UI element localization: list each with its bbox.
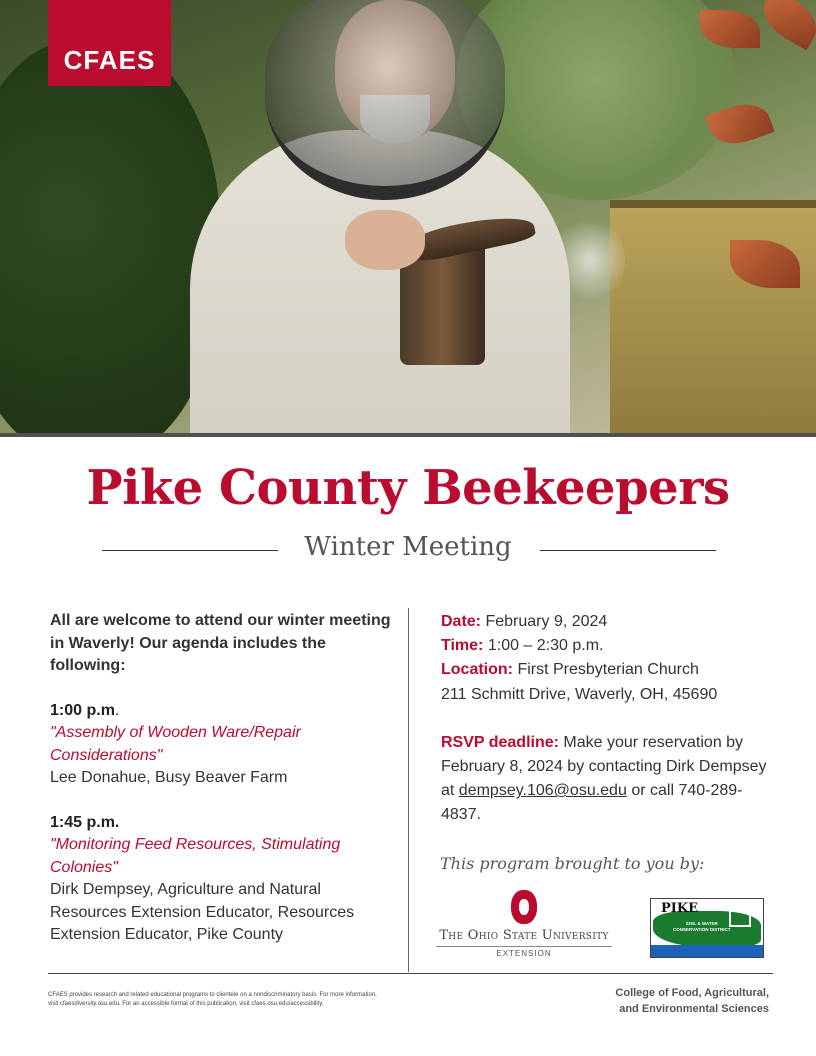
rsvp-email-link[interactable]: dempsey.106@osu.edu — [458, 782, 627, 800]
subtitle-row — [100, 532, 716, 568]
agenda-item — [50, 812, 395, 947]
water-band-icon — [651, 945, 764, 957]
cfaes-logo — [48, 0, 171, 86]
agenda-talk-title: "Assembly of Wooden Ware/Repair Considerations" — [50, 724, 301, 764]
location-label: Location: — [441, 661, 513, 679]
date-label: Date: — [441, 613, 482, 630]
intro-text: All are welcome to attend our winter meeting in Waverly! Our agenda includes the following: — [50, 612, 391, 674]
agenda-time-suffix: . — [114, 701, 120, 719]
foliage-left — [0, 40, 220, 433]
details-column — [441, 610, 781, 828]
footer-rule — [48, 973, 773, 974]
agenda-column — [50, 610, 395, 947]
agenda-talk-title: "Monitoring Feed Resources, Stimulating Colonies" — [50, 836, 341, 876]
location-line — [441, 658, 781, 682]
date-line — [441, 610, 781, 634]
column-divider — [408, 608, 409, 972]
time-value: 1:00 – 2:30 p.m. — [487, 637, 604, 655]
college-line-2: and Environmental Sciences — [619, 1003, 769, 1015]
agenda-time: 1:45 p.m. — [50, 813, 120, 831]
block-o-icon — [511, 890, 537, 924]
agenda-time-line — [50, 700, 395, 723]
osu-name: The Ohio State University — [439, 928, 609, 943]
disclaimer-line-1: CFAES provides research and related educational programs to clientele on a nondiscriminatory basis. For more information, — [48, 992, 377, 998]
time-label: Time: — [441, 637, 484, 655]
college-line-1: College of Food, Agricultural, — [615, 987, 769, 999]
rsvp-tail: or call 740-289-4837. — [441, 782, 743, 824]
pike-logo-subtitle — [673, 921, 731, 933]
pike-logo-sub-1: SOIL & WATER — [685, 921, 718, 926]
rsvp-text: Make your reservation by February 8, 2024 by contacting Dirk Dempsey at — [441, 733, 767, 800]
agenda-item — [50, 700, 395, 790]
beekeeper-hand — [345, 210, 425, 270]
disclaimer-line-2: visit cfaesdiversity.osu.edu. For an accessible format of this publication, visit cfaes.osu.edu/accessibility. — [48, 1001, 324, 1007]
page-subtitle: Winter Meeting — [304, 532, 512, 562]
osu-rule — [436, 946, 612, 947]
rsvp-label: RSVP deadline: — [441, 733, 559, 751]
beehive-box — [610, 200, 816, 433]
subtitle-rule-right — [540, 550, 716, 551]
agenda-speaker: Dirk Dempsey, Agriculture and Natural Resources Extension Educator, Resources Extension Educator, Pike County — [50, 881, 355, 943]
location-value: First Presbyterian Church — [517, 661, 699, 679]
osu-extension-logo — [434, 890, 614, 960]
pike-swcd-logo — [650, 898, 764, 958]
sponsor-heading: This program brought to you by: — [440, 854, 705, 873]
footer-disclaimer — [48, 991, 468, 1009]
barn-icon — [729, 907, 751, 927]
college-name — [560, 985, 769, 1017]
autumn-leaf — [755, 0, 816, 50]
cfaes-logo-text: CFAES — [63, 44, 156, 75]
pike-logo-sub-2: CONSERVATION DISTRICT — [673, 927, 731, 932]
osu-extension-label: EXTENSION — [496, 949, 552, 958]
pike-logo-name: PIKE — [661, 901, 699, 916]
time-line — [441, 634, 781, 658]
address-line: 211 Schmitt Drive, Waverly, OH, 45690 — [441, 685, 718, 703]
agenda-time: 1:00 p.m — [50, 701, 115, 719]
page-title: Pike County Beekeepers — [86, 460, 730, 516]
date-value: February 9, 2024 — [485, 613, 608, 630]
agenda-time-line — [50, 812, 395, 835]
rsvp-paragraph — [441, 731, 781, 828]
hero-divider — [0, 433, 816, 437]
agenda-speaker: Lee Donahue, Busy Beaver Farm — [50, 769, 288, 786]
